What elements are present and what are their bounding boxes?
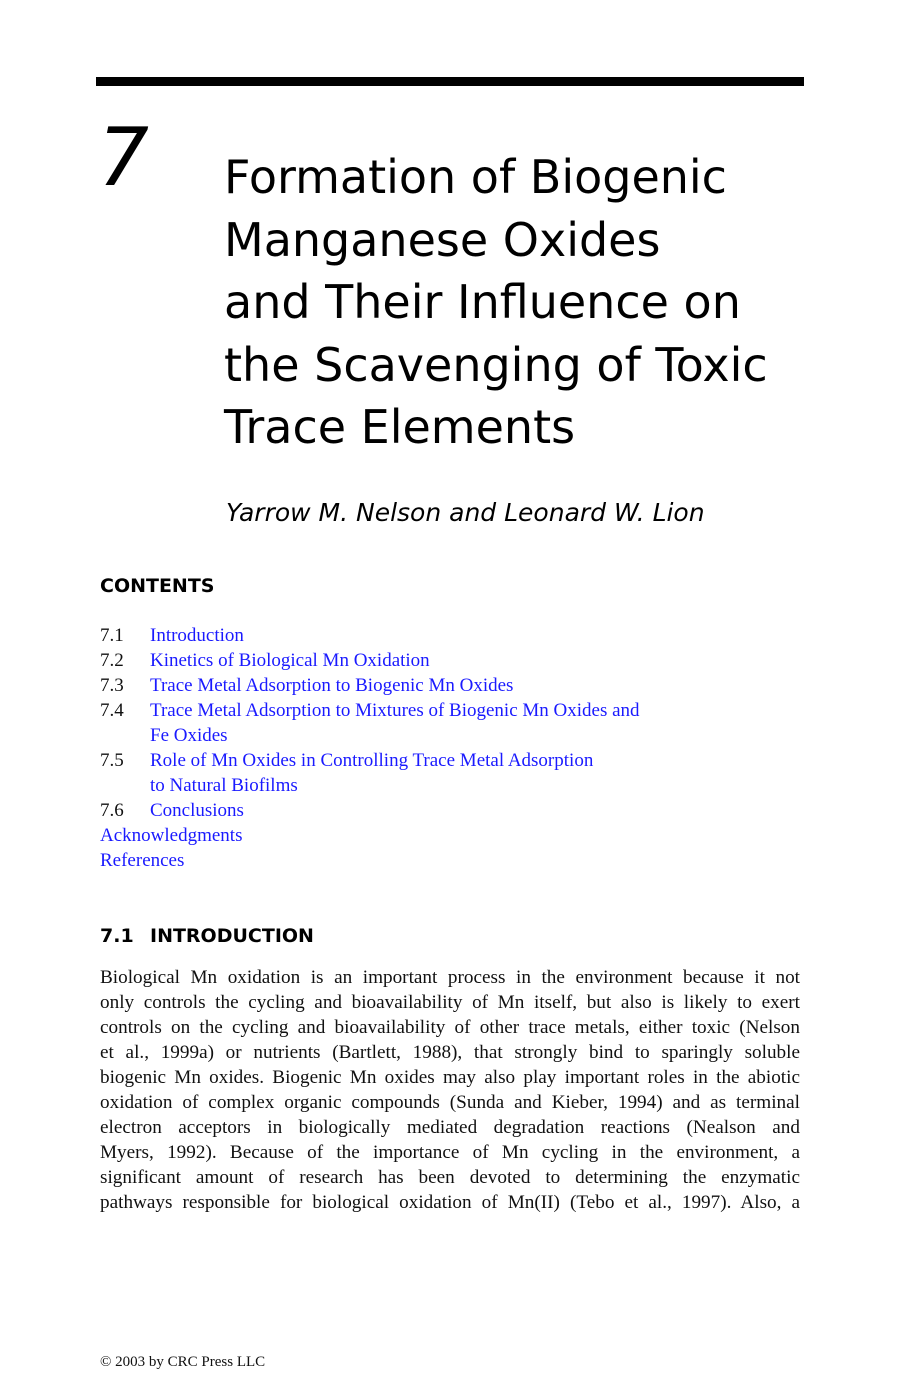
section-number: 7.1 — [100, 925, 134, 947]
chapter-authors: Yarrow M. Nelson and Leonard W. Lion — [226, 498, 705, 527]
body-line: Biological Mn oxidation is an important process in the environment because it not — [100, 967, 800, 988]
toc-item — [100, 623, 800, 648]
toc-link-text: Role of Mn Oxides in Controlling Trace Metal Adsorption — [150, 750, 594, 771]
section-title: INTRODUCTION — [150, 925, 314, 947]
toc-extra — [100, 848, 800, 873]
toc-item-number: 7.2 — [100, 650, 124, 671]
body-line: biogenic Mn oxides. Biogenic Mn oxides may also play important roles in the abiotic — [100, 1067, 800, 1088]
toc-item-number: 7.1 — [100, 625, 124, 646]
body-line: controls on the cycling and bioavailability of other trace metals, either toxic (Nelson — [100, 1017, 800, 1038]
toc-item — [100, 648, 800, 673]
chapter-title-line: the Scavenging of Toxic — [224, 337, 768, 392]
toc-item-number: 7.6 — [100, 800, 124, 821]
toc-item-number: 7.3 — [100, 675, 124, 696]
contents-heading: CONTENTS — [100, 575, 215, 597]
toc-link-biofilms[interactable] — [150, 748, 593, 798]
section-heading — [100, 924, 314, 948]
chapter-title-line: and Their Influence on — [224, 275, 741, 329]
body-line: pathways responsible for biological oxidation of Mn(II) (Tebo et al., 1997). Also, a — [100, 1192, 800, 1213]
toc-item-number: 7.4 — [100, 700, 124, 721]
toc-item — [100, 698, 800, 748]
top-rule — [96, 77, 804, 86]
body-line: significant amount of research has been devoted to determining the enzymatic — [100, 1167, 800, 1188]
toc-link-trace-metal-adsorption[interactable] — [150, 673, 513, 698]
toc-item — [100, 673, 800, 698]
toc-item-number: 7.5 — [100, 750, 124, 771]
toc-link-kinetics[interactable] — [150, 648, 430, 673]
toc-link-text: Trace Metal Adsorption to Mixtures of Biogenic Mn Oxides and — [150, 700, 640, 721]
toc-link-text: to Natural Biofilms — [150, 775, 298, 796]
chapter-title-line: Formation of Biogenic — [224, 150, 727, 204]
toc-item — [100, 798, 800, 823]
toc-extra — [100, 823, 800, 848]
toc-link-acknowledgments[interactable]: Acknowledgments — [100, 825, 243, 846]
body-line: oxidation of complex organic compounds (Sunda and Kieber, 1994) and as terminal — [100, 1092, 800, 1113]
toc-link-text: Trace Metal Adsorption to Biogenic Mn Oxides — [150, 675, 514, 696]
body-line: electron acceptors in biologically mediated degradation reactions (Nealson and — [100, 1117, 800, 1138]
toc-link-text: Conclusions — [150, 800, 244, 821]
toc-link-conclusions[interactable] — [150, 798, 244, 823]
body-line: et al., 1999a) or nutrients (Bartlett, 1988), that strongly bind to sparingly soluble — [100, 1042, 800, 1063]
chapter-title-line: Trace Elements — [224, 400, 576, 454]
toc-link-text: Fe Oxides — [150, 725, 228, 746]
copyright-footer: © 2003 by CRC Press LLC — [100, 1354, 266, 1370]
section-body — [100, 965, 800, 1215]
chapter-title — [224, 146, 824, 459]
toc-link-introduction[interactable] — [150, 623, 244, 648]
toc-link-text: Introduction — [150, 625, 244, 646]
toc-link-mixtures[interactable] — [150, 698, 640, 748]
toc-link-text: Kinetics of Biological Mn Oxidation — [150, 650, 430, 671]
body-line: Myers, 1992). Because of the importance of Mn cycling in the environment, a — [100, 1142, 800, 1163]
chapter-title-line: Manganese Oxides — [224, 212, 661, 267]
toc-item — [100, 748, 800, 798]
body-line: only controls the cycling and bioavailability of Mn itself, but also is likely to exert — [100, 992, 800, 1013]
table-of-contents — [100, 623, 800, 873]
chapter-number: 7 — [98, 111, 149, 204]
toc-link-references[interactable]: References — [100, 850, 185, 871]
